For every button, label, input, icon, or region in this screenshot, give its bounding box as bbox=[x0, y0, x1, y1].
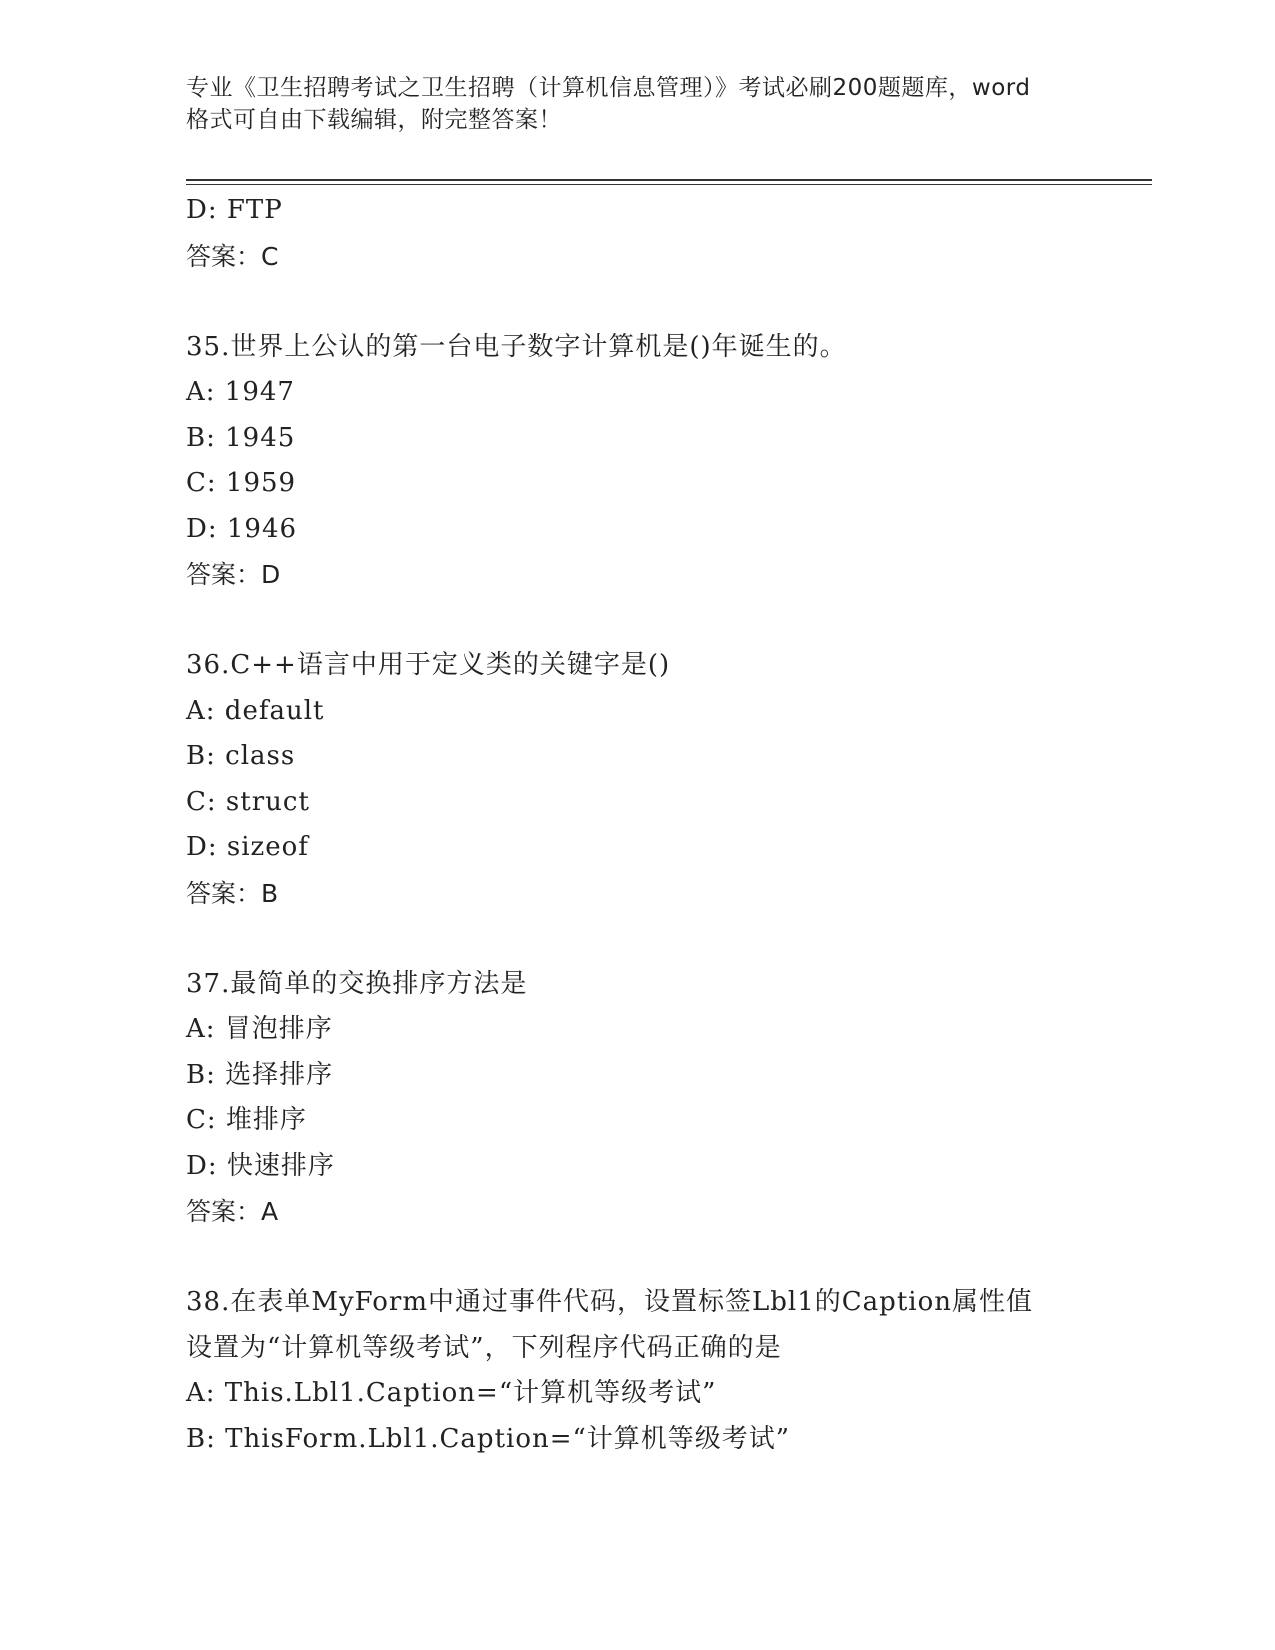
option-d: D: 快速排序 bbox=[186, 1150, 335, 1181]
option-a: A: 冒泡排序 bbox=[186, 1014, 333, 1044]
question-stem-line-1: 38.在表单MyForm中通过事件代码，设置标签Lbl1的Caption属性值 bbox=[186, 1287, 1033, 1317]
option-c: C: struct bbox=[186, 786, 310, 817]
option-b: B: class bbox=[186, 741, 296, 771]
option-a: A: 1947 bbox=[186, 377, 295, 407]
option-b: B: 选择排序 bbox=[186, 1059, 334, 1090]
question-stem: 37.最简单的交换排序方法是 bbox=[186, 968, 528, 999]
question-38 bbox=[186, 1280, 1152, 1462]
question-stem: 36.C++语言中用于定义类的关键字是() bbox=[186, 650, 671, 680]
spacer bbox=[186, 916, 1152, 962]
spacer bbox=[186, 279, 1152, 325]
header-divider-thick bbox=[186, 179, 1152, 181]
question-36 bbox=[186, 643, 1152, 916]
spacer bbox=[186, 598, 1152, 644]
question-37 bbox=[186, 962, 1152, 1235]
question-35 bbox=[186, 325, 1152, 598]
previous-question-tail bbox=[186, 188, 1152, 279]
option-a: A: This.Lbl1.Caption=“计算机等级考试” bbox=[186, 1378, 717, 1408]
option-c: C: 堆排序 bbox=[186, 1105, 307, 1135]
option-b: B: 1945 bbox=[186, 422, 296, 453]
question-stem: 35.世界上公认的第一台电子数字计算机是()年诞生的。 bbox=[186, 331, 847, 362]
document-body bbox=[186, 188, 1152, 1462]
header-divider-thin bbox=[186, 184, 1152, 185]
option-c: C: 1959 bbox=[186, 468, 297, 498]
question-stem-line-2: 设置为“计算机等级考试”，下列程序代码正确的是 bbox=[186, 1332, 782, 1363]
option-a: A: default bbox=[186, 695, 325, 726]
header-title-line-2: 格式可自由下载编辑，附完整答案！ bbox=[186, 107, 562, 133]
answer-line: 答案：B bbox=[186, 878, 279, 908]
answer-line: 答案：A bbox=[186, 1197, 279, 1226]
spacer bbox=[186, 1235, 1152, 1281]
option-d: D: 1946 bbox=[186, 513, 298, 544]
document-header bbox=[186, 72, 1086, 136]
answer-line: 答案：C bbox=[186, 241, 279, 271]
option-d: D: sizeof bbox=[186, 832, 309, 862]
option-d: D: FTP bbox=[186, 195, 283, 225]
header-title-line-1: 专业《卫生招聘考试之卫生招聘（计算机信息管理）》考试必刷200题题库，word bbox=[186, 75, 1031, 101]
option-b: B: ThisForm.Lbl1.Caption=“计算机等级考试” bbox=[186, 1423, 791, 1454]
answer-line: 答案：D bbox=[186, 560, 281, 589]
